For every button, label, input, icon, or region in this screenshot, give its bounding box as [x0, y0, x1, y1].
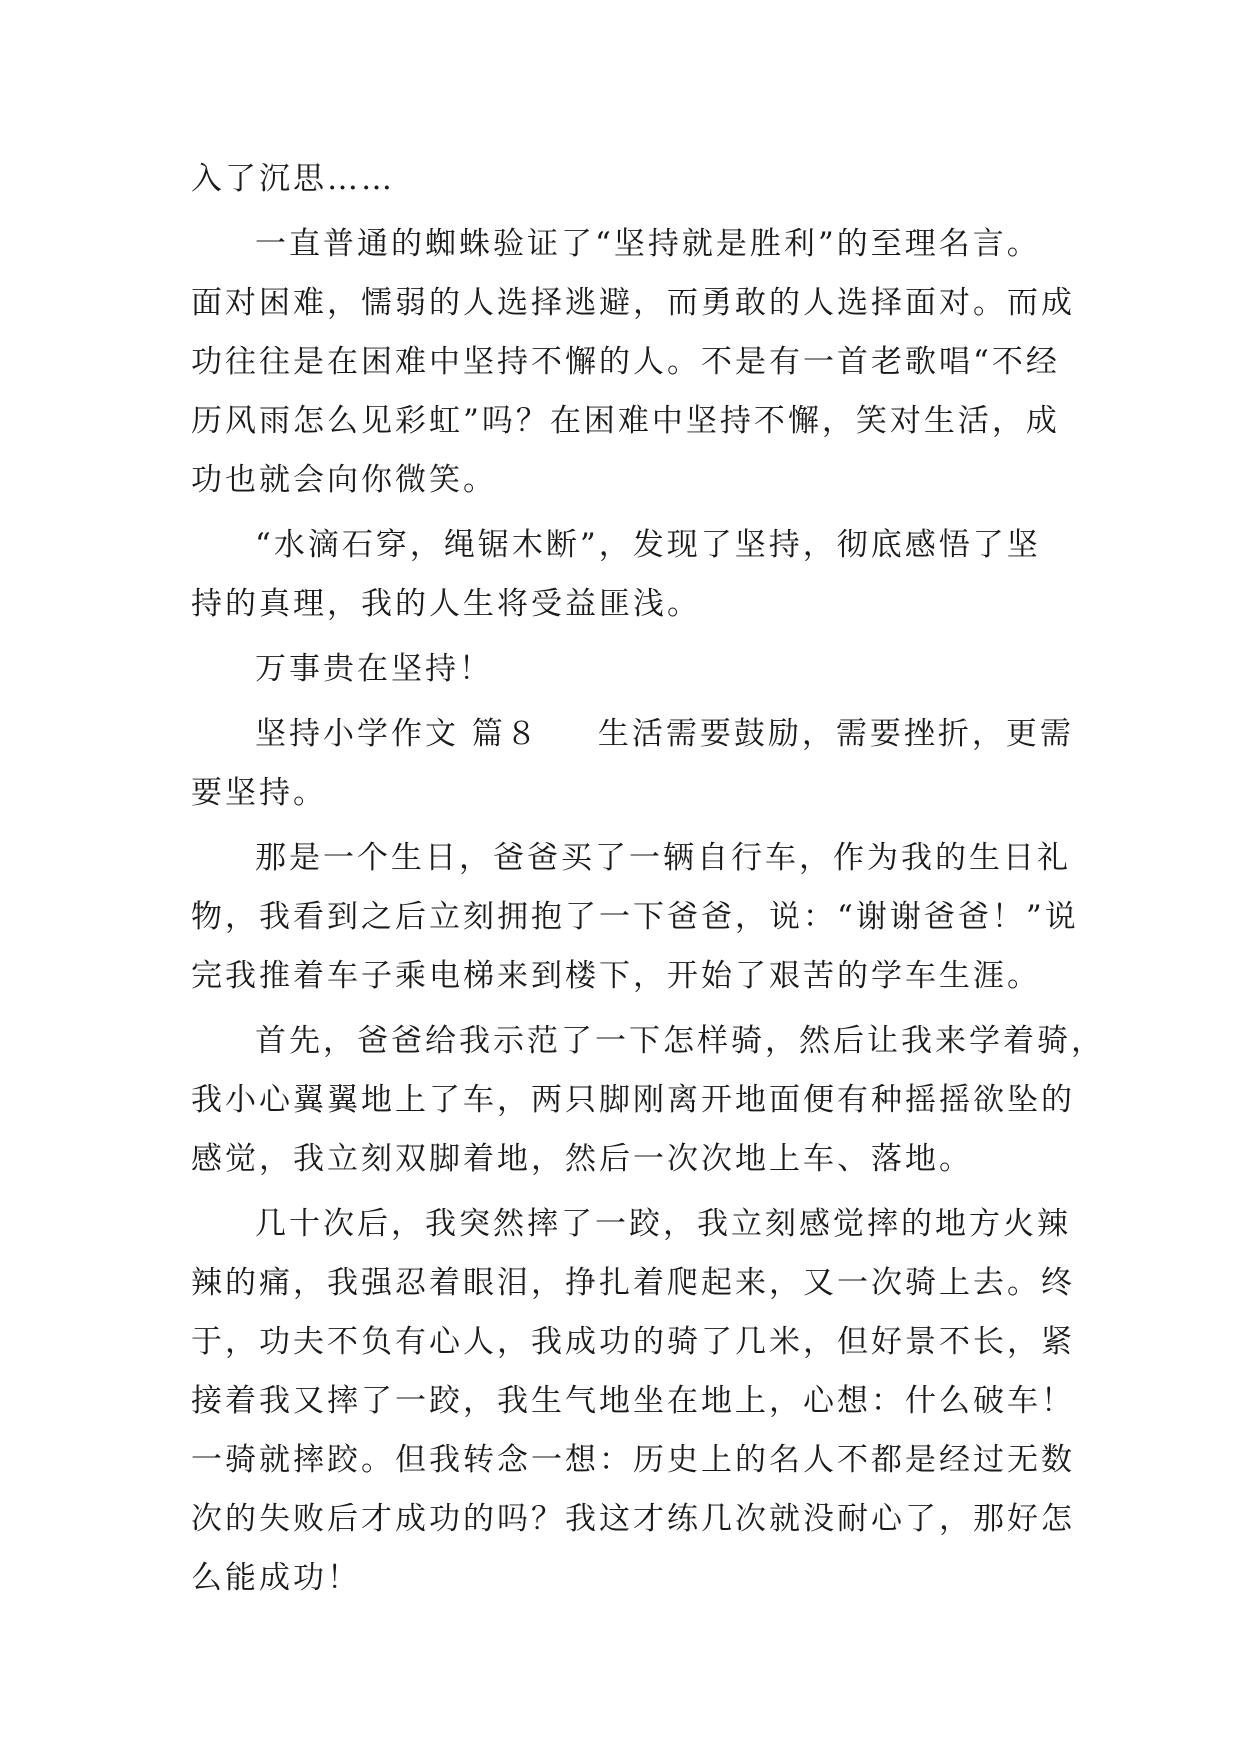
text-line: “水滴石穿，绳锯木断”，发现了坚持，彻底感悟了坚: [255, 527, 1041, 563]
text-line: 历风雨怎么见彩虹”吗？在困难中坚持不懈，笑对生活，成: [191, 403, 1060, 439]
text-line: 么能成功！: [191, 1560, 361, 1596]
text-line: 完我推着车子乘电梯来到楼下，开始了艰苦的学车生涯。: [191, 958, 1041, 994]
text-line: 面对困难，懦弱的人选择逃避，而勇敢的人选择面对。而成: [191, 285, 1075, 321]
text-line: 我小心翼翼地上了车，两只脚刚离开地面便有种摇摇欲坠的: [191, 1082, 1075, 1118]
text-line: 一骑就摔跤。但我转念一想：历史上的名人不都是经过无数: [191, 1442, 1075, 1478]
section-heading-line: [191, 705, 1074, 764]
document-page: [191, 150, 1105, 1608]
text-line: 功往往是在困难中坚持不懈的人。不是有一首老歌唱“不经: [191, 344, 1060, 380]
text-line: 万事贵在坚持！: [255, 651, 493, 687]
section-heading: 坚持小学作文 篇８: [255, 716, 540, 752]
text-segment: 生活需要鼓励，需要挫折，更需: [597, 716, 1074, 752]
text-line: 首先，爸爸给我示范了一下怎样骑，然后让我来学着骑，: [255, 1023, 1105, 1059]
text-line: 接着我又摔了一跤，我生气地坐在地上，心想：什么破车！: [191, 1383, 1075, 1419]
text-line: 一直普通的蜘蛛验证了“坚持就是胜利”的至理名言。: [255, 226, 1041, 262]
text-line: 于，功夫不负有心人，我成功的骑了几米，但好景不长，紧: [191, 1324, 1075, 1360]
text-line: 功也就会向你微笑。: [191, 462, 497, 498]
text-line: 几十次后，我突然摔了一跤，我立刻感觉摔的地方火辣: [255, 1206, 1071, 1242]
text-line: 那是一个生日，爸爸买了一辆自行车，作为我的生日礼: [255, 840, 1071, 876]
text-line: 物，我看到之后立刻拥抱了一下爸爸，说：“谢谢爸爸！”说: [191, 899, 1079, 935]
text-line: 入了沉思……: [191, 161, 395, 197]
text-line: 要坚持。: [191, 775, 327, 811]
text-line: 辣的痛，我强忍着眼泪，挣扎着爬起来，又一次骑上去。终: [191, 1265, 1075, 1301]
text-line: 持的真理，我的人生将受益匪浅。: [191, 586, 701, 622]
text-line: 次的失败后才成功的吗？我这才练几次就没耐心了，那好怎: [191, 1501, 1075, 1537]
text-line: 感觉，我立刻双脚着地，然后一次次地上车、落地。: [191, 1141, 973, 1177]
